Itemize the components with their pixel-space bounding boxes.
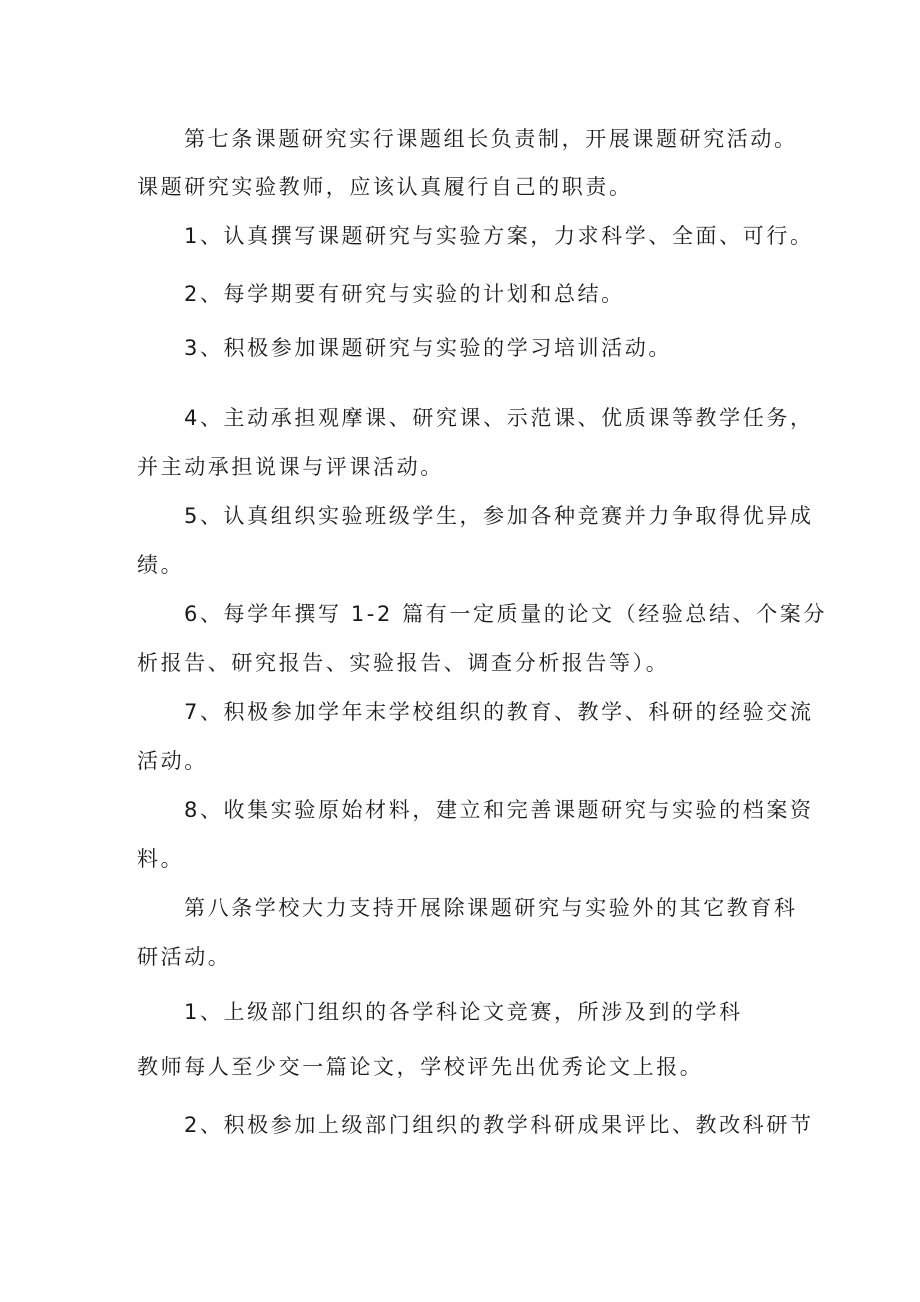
article-7-item-7-line-1: 7、积极参加学年末学校组织的教育、教学、科研的经验交流: [184, 700, 814, 724]
article-8-item-1-line-1: 1、上级部门组织的各学科论文竞赛，所涉及到的学科: [184, 1000, 743, 1024]
article-7-item-3: 3、积极参加课题研究与实验的学习培训活动。: [184, 336, 672, 360]
article-8-item-1-line-2: 教师每人至少交一篇论文，学校评先出优秀论文上报。: [137, 1055, 704, 1079]
article-7-item-8-line-1: 8、收集实验原始材料，建立和完善课题研究与实验的档案资: [184, 798, 814, 822]
article-7-item-8-line-2: 料。: [137, 847, 185, 871]
article-8-line-2: 研活动。: [137, 945, 232, 969]
article-7-line-1: 第七条课题研究实行课题组长负责制，开展课题研究活动。: [184, 127, 798, 151]
article-7-item-4-line-1: 4、主动承担观摩课、研究课、示范课、优质课等教学任务，: [184, 406, 814, 430]
article-7-line-2: 课题研究实验教师，应该认真履行自己的职责。: [137, 175, 633, 199]
article-7-item-5-line-2: 绩。: [137, 553, 185, 577]
article-7-item-5-line-1: 5、认真组织实验班级学生，参加各种竞赛并力争取得优异成: [184, 504, 814, 528]
article-8-line-1: 第八条学校大力支持开展除课题研究与实验外的其它教育科: [184, 896, 798, 920]
article-8-item-2-line-1: 2、积极参加上级部门组织的教学科研成果评比、教改科研节: [184, 1113, 814, 1137]
article-7-item-4-line-2: 并主动承担说课与评课活动。: [137, 455, 444, 479]
article-7-item-6-line-1: 6、每学年撰写 1-2 篇有一定质量的论文（经验总结、个案分: [184, 602, 828, 626]
article-7-item-7-line-2: 活动。: [137, 749, 208, 773]
article-7-item-6-line-2: 析报告、研究报告、实验报告、调查分析报告等）。: [137, 651, 670, 675]
article-7-item-2: 2、每学期要有研究与实验的计划和总结。: [184, 282, 625, 306]
article-7-item-1: 1、认真撰写课题研究与实验方案，力求科学、全面、可行。: [184, 224, 814, 248]
